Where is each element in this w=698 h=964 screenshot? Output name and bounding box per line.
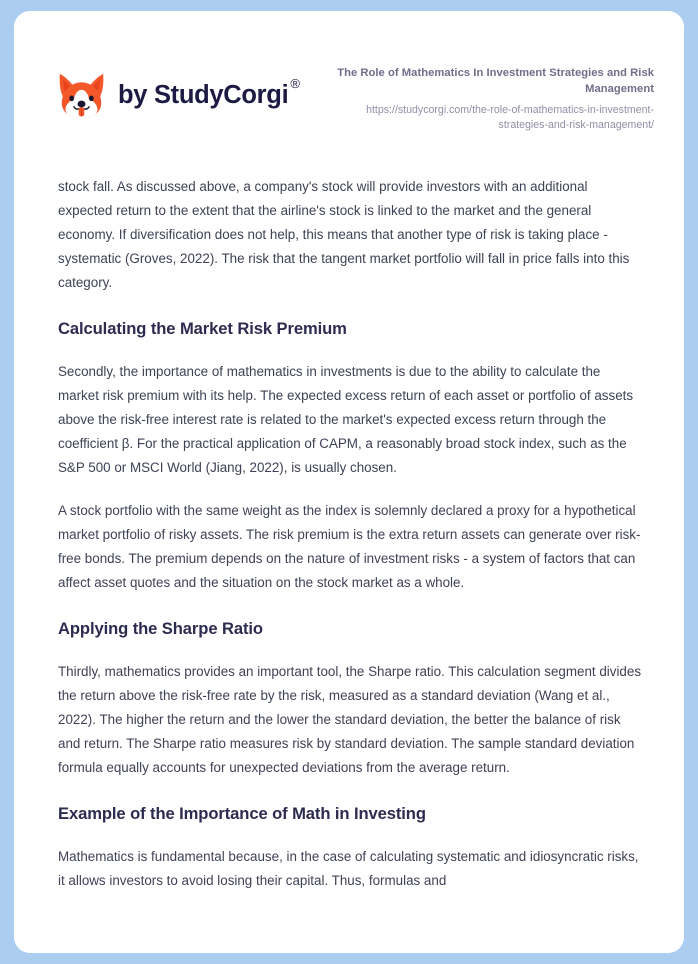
- brand-name-text: by StudyCorgi: [118, 81, 289, 109]
- body-paragraph: Secondly, the importance of mathematics in investments is due to the ability to calculate the market risk premium with its help. The expected excess return of each asset or portfolio of assets above the risk-free interest rate is related to the market's expected excess return through the coefficient β. For the practical application of CAPM, a reasonably broad stock index, such as the S&P 500 or MSCI World (Jiang, 2022), is usually chosen.: [58, 364, 634, 475]
- page-title: The Role of Mathematics In Investment Strategies and Risk Management: [337, 67, 654, 95]
- brand-name: [118, 75, 300, 110]
- document-header: [14, 11, 684, 132]
- document-page-card: [14, 11, 684, 953]
- body-paragraph: stock fall. As discussed above, a company's stock will provide investors with an additional expected return to the extent that the airline's stock is linked to the market and the general economy. If diversification does not help, this means that another type of risk is taking place - systematic (Groves, 2022). The risk that the tangent market portfolio will fall in price falls into this category.: [58, 179, 630, 290]
- document-body: [14, 175, 684, 893]
- body-paragraph: Mathematics is fundamental because, in the case of calculating systematic and idiosyncratic risks, it allows investors to avoid losing their capital. Thus, formulas and: [58, 849, 639, 888]
- body-paragraph: Thirdly, mathematics provides an important tool, the Sharpe ratio. This calculation segment divides the return above the risk-free rate by the risk, measured as a standard deviation (Wang et al., 2022). The higher the return and the lower the standard deviation, the better the balance of risk and return. The Sharpe ratio measures risk by standard deviation. The sample standard deviation formula equally accounts for unexpected deviations from the average return.: [58, 664, 642, 775]
- corgi-logo-icon: [58, 71, 105, 120]
- section-heading: Applying the Sharpe Ratio: [58, 619, 263, 638]
- studycorgi-branding: [58, 62, 298, 120]
- document-meta: [324, 62, 654, 132]
- section-heading: Example of the Importance of Math in Investing: [58, 804, 426, 823]
- registered-trademark-icon: ®: [290, 75, 300, 91]
- section-heading: Calculating the Market Risk Premium: [58, 319, 347, 338]
- body-paragraph: A stock portfolio with the same weight as the index is solemnly declared a proxy for a hypothetical market portfolio of risky assets. The risk premium is the extra return assets can generate over risk-free bonds. The premium depends on the nature of investment risks - a system of factors that can affect asset quotes and the situation on the stock market as a whole.: [58, 503, 641, 590]
- source-url[interactable]: https://studycorgi.com/the-role-of-mathematics-in-investment-strategies-and-risk-management/: [366, 104, 654, 131]
